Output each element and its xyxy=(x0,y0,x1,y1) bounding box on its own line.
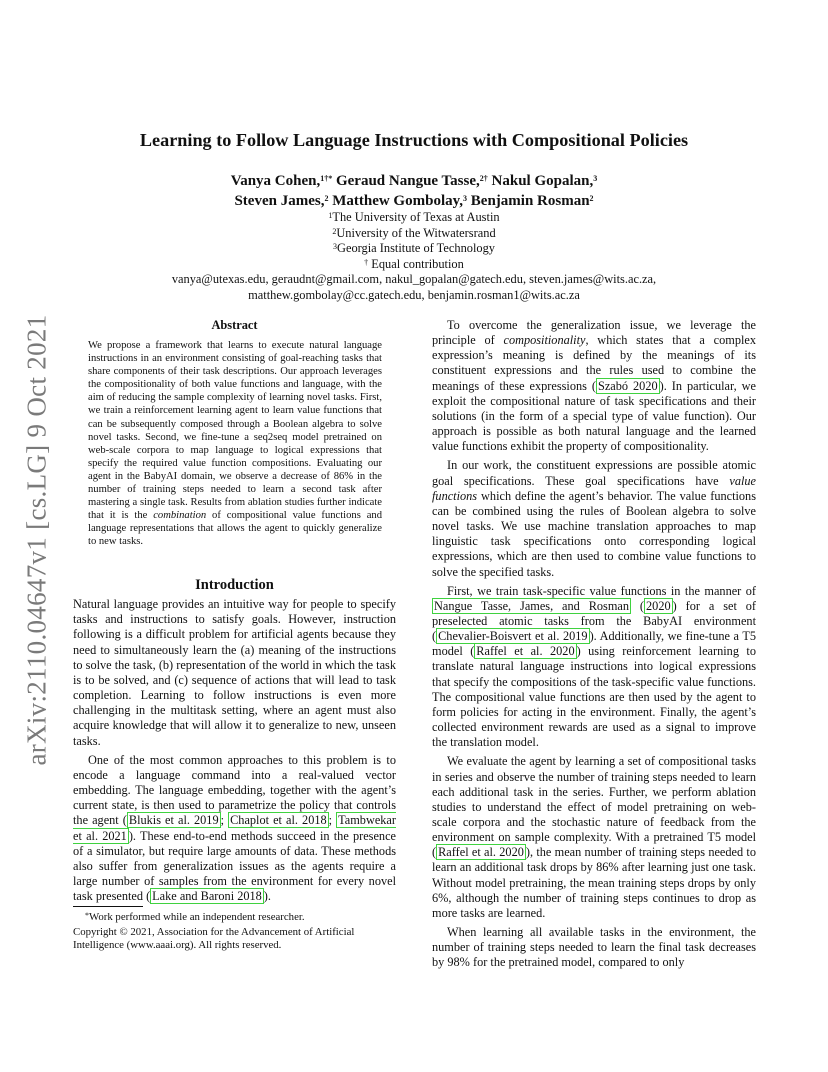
left-column xyxy=(73,578,396,904)
author-affil-mark: 3 xyxy=(593,174,598,183)
affiliation-block xyxy=(0,210,828,303)
introduction-heading: Introduction xyxy=(195,577,274,593)
citation-link[interactable]: Chaplot et al. 2018 xyxy=(230,813,327,828)
citation-link[interactable]: 2020 xyxy=(646,598,671,613)
author-affil-mark: 2 xyxy=(589,194,594,203)
affiliation-mark: 3 xyxy=(333,242,337,251)
affiliation-mark: 1 xyxy=(328,211,333,220)
abstract-emphasis: combination xyxy=(153,510,207,522)
abstract-text: of compositional value functions and language representations that allows the agent to quickly generalize to new tasks. xyxy=(88,510,382,548)
intro-paragraph-2 xyxy=(73,753,396,905)
footnote-mark: * xyxy=(85,911,89,920)
author-affil-mark: 2 xyxy=(324,194,329,203)
author-name: Steven James, xyxy=(234,193,325,209)
paragraph-text: ). xyxy=(263,889,271,904)
citation-link[interactable]: Tambwekar et al. 2021 xyxy=(73,813,396,843)
affiliation-mark: † xyxy=(364,257,369,267)
citation-link[interactable]: Szabó 2020 xyxy=(598,378,658,393)
paragraph-text: ; xyxy=(328,813,337,828)
citation-link[interactable]: Raffel et al. 2020 xyxy=(438,845,524,860)
paragraph-text: , which states that a complex expression’s meaning is defined by the meanings of its constituent expressions and the rules used to combine the meanings of these expressions ( xyxy=(432,333,756,393)
abstract-text: We propose a framework that learns to execute natural language instructions in an environment consisting of goal-reaching tasks that share components of their task descriptions. Our approach leverages the compositionality of both value functions and language, with the aim of reducing the sample complexity of learning novel tasks. First, we train a reinforcement learning agent to learn value functions that can be subsequently composed through a Boolean algebra to solve novel tasks. Second, we fine-tune a seq2seq model pretrained on web-scale corpora to map language to logical expressions that specify the required value function compositions. Evaluating our agent in the BabyAI domain, we observe a decrease of 86% in the number of training steps needed to learn a second task after mastering a single task. Results from ablation studies further indicate that it is the xyxy=(88,340,382,522)
paragraph-text: To overcome the generalization issue, we leverage the principle of xyxy=(432,318,756,348)
author-name: Benjamin Rosman xyxy=(470,193,590,209)
paragraph-text: which define the agent’s behavior. The value functions can be combined using the rules of Boolean algebra to solve novel tasks. We use machine translation approaches to map linguistic task specifications onto corresponding logical expressions, which are then used to combine value functions to solve the specified tasks. xyxy=(432,488,756,579)
author-block xyxy=(0,171,828,211)
author-name: Matthew Gombolay, xyxy=(332,193,464,209)
affiliation-line xyxy=(0,226,828,242)
intro-paragraph-1: Natural language provides an intuitive way for people to specify tasks and instructions to satisfy goals. However, instruction following is a difficult problem for artificial agents because they need to simultaneously learn the (a) meaning of the instructions to solve the task, (b) representation of the world in which the task is to be solved, and (c) sequence of actions that will lead to task completion. Learning to follow instructions is even more challenging in the multitask setting, where an agent must also acquire knowledge that will allow it to generalize to new, unseen tasks. xyxy=(73,597,396,748)
affiliation-text: Equal contribution xyxy=(368,256,464,271)
author-affil-mark: 1†* xyxy=(320,174,333,183)
citation-link[interactable]: Raffel et al. 2020 xyxy=(476,644,575,659)
affiliation-text: Georgia Institute of Technology xyxy=(337,241,495,255)
author-line-1 xyxy=(0,171,828,191)
arxiv-stamp xyxy=(17,300,57,780)
affiliation-line xyxy=(0,241,828,257)
email-line-1: vanya@utexas.edu, geraudnt@gmail.com, nakul_gopalan@gatech.edu, steven.james@wits.ac.za, xyxy=(171,272,657,286)
arxiv-stamp-text: arXiv:2110.04647v1 [cs.LG] 9 Oct 2021 xyxy=(21,314,52,766)
abstract-heading: Abstract xyxy=(211,318,258,332)
affiliation-mark: 2 xyxy=(332,226,337,236)
right-paragraph-2 xyxy=(432,458,756,579)
author-line-2 xyxy=(0,191,828,211)
author-name: Vanya Cohen, xyxy=(230,173,321,189)
right-paragraph-3 xyxy=(432,584,756,751)
paragraph-text: In our work, the constituent expressions are possible atomic goal specifications. These goal specifications have xyxy=(432,458,756,488)
email-line-2: matthew.gombolay@cc.gatech.edu, benjamin.rosman1@wits.ac.za xyxy=(248,287,580,302)
citation-link[interactable]: Chevalier-Boisvert et al. 2019 xyxy=(438,629,588,644)
right-paragraph-1 xyxy=(432,318,756,454)
paragraph-text: ) for a set of preselected atomic tasks from the BabyAI environment ( xyxy=(432,598,757,644)
paragraph-text: ( xyxy=(631,598,645,613)
author-name: Nakul Gopalan, xyxy=(491,173,594,189)
paper-title: Learning to Follow Language Instructions with Compositional Policies xyxy=(139,130,689,150)
author-name: Geraud Nangue Tasse, xyxy=(335,173,480,189)
affiliation-line xyxy=(0,210,828,226)
citation-link[interactable]: Blukis et al. 2019 xyxy=(128,813,219,828)
paragraph-text: One of the most common approaches to this problem is to encode a language command into a real-valued vector embedding. The language embedding, together with the agent’s current state, is then used to parametrize the policy that controls the agent ( xyxy=(73,752,396,828)
abstract-body xyxy=(88,339,382,549)
paragraph-text: ). In particular, we exploit the compositional nature of task specifications and their solutions (in the form of a special type of value function). Our approach is possible as both natural language and the learned value functions exhibit the property of compositionality. xyxy=(432,378,756,454)
paragraph-text: ; xyxy=(220,813,229,828)
footnote-text xyxy=(73,911,396,924)
paragraph-text: We evaluate the agent by learning a set of compositional tasks in series and observe the number of training steps needed to learn each additional task in the series. Further, we perform ablation studies to understand the effect of model pretraining on web-scale corpora and the stochastic nature of feedback from the environment on sample complexity. With a pretrained T5 model ( xyxy=(432,754,756,860)
paragraph-text: ). These end-to-end methods succeed in the presence of a simulator, but require large amounts of data. These methods also suffer from generalization issues as the agents require a large number of samples from the environment for every novel task presented ( xyxy=(73,828,396,904)
affiliation-line xyxy=(0,257,828,273)
affiliation-text: The University of Texas at Austin xyxy=(332,210,500,224)
paragraph-emphasis: compositionality xyxy=(503,333,586,348)
paragraph-text: ) using reinforcement learning to translate natural language instructions into logical expressions that specify the compositions of the task-specific value functions. The compositional value functions are then used by the agent to form policies for acting in the environment. Finally, the agent’s collected environment rewards are used as a signal to improve the translation model. xyxy=(432,644,756,750)
author-affil-mark: 3 xyxy=(463,194,468,203)
footnote-rule xyxy=(73,906,143,907)
paragraph-emphasis: value functions xyxy=(432,473,756,503)
paragraph-text: First, we train task-specific value functions in the manner of xyxy=(447,583,756,598)
affiliation-text: University of the Witwatersrand xyxy=(336,225,496,240)
footnote-note: Work performed while an independent researcher. xyxy=(89,911,305,923)
citation-link[interactable]: Lake and Baroni 2018 xyxy=(152,889,262,904)
footnote-block xyxy=(73,906,396,953)
paragraph-text: ). Additionally, we fine-tune a T5 model ( xyxy=(432,629,756,659)
right-column xyxy=(432,318,756,971)
paragraph-text: ), the mean number of training steps needed to learn an additional task drops by 86% after learning just one task. Without model pretraining, the mean training steps drops by only 6%, although the number of training steps continues to drop as more tasks are learned. xyxy=(432,845,756,920)
right-paragraph-4 xyxy=(432,754,756,921)
copyright-notice: Copyright © 2021, Association for the Advancement of Artificial Intelligence (www.aaai.org). All rights reserved. xyxy=(73,926,355,952)
citation-link[interactable]: Nangue Tasse, James, and Rosman xyxy=(434,598,630,613)
author-affil-mark: 2† xyxy=(479,174,488,183)
right-paragraph-5: When learning all available tasks in the environment, the number of training steps needed to learn the final task decreases by 98% for the pretrained model, compared to only xyxy=(432,925,756,970)
